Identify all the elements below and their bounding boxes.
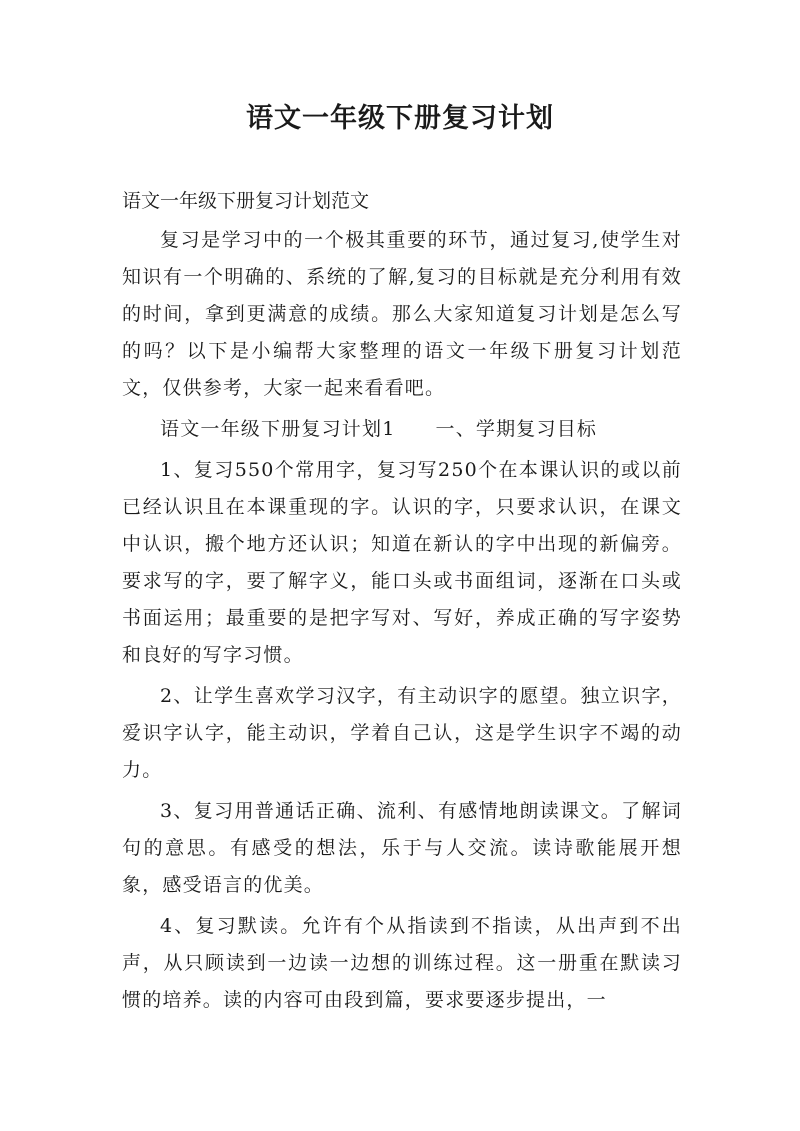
section-heading (122, 411, 682, 448)
intro-paragraph: 复习是学习中的一个极其重要的环节，通过复习,使学生对知识有一个明确的、系统的了解,复习的目标就是充分利用有效的时间，拿到更满意的成绩。那么大家知道复习计划是怎么写的吗？以下是小编帮大家整理的语文一年级下册复习计划范文，仅供参考，大家一起来看看吧。 (122, 229, 682, 399)
paragraph-2: 2、让学生喜欢学习汉字，有主动识字的愿望。独立识字，爱识字认字，能主动识，学着自己认，这是学生识字不竭的动力。 (122, 685, 682, 781)
paragraph-3: 3、复习用普通话正确、流利、有感情地朗读课文。了解词句的意思。有感受的想法，乐于与人交流。读诗歌能展开想象，感受语言的优美。 (122, 800, 682, 896)
paragraph-4: 4、复习默读。允许有个从指读到不指读，从出声到不出声，从只顾读到一边读一边想的训练过程。这一册重在默读习惯的培养。读的内容可由段到篇，要求要逐步提出，一 (122, 915, 682, 1011)
section-heading-goal: 一、学期复习目标 (435, 418, 598, 440)
document-title: 语文一年级下册复习计划 (246, 103, 554, 134)
document-body (122, 222, 682, 1019)
document-subtitle: 语文一年级下册复习计划范文 (122, 190, 370, 212)
paragraph-1: 1、复习550个常用字，复习写250个在本课认识的或以前已经认识且在本课重现的字。认识的字，只要求认识，在课文中认识，搬个地方还认识；知道在新认的字中出现的新偏旁。要求写的字，要了解字义，能口头或书面组词，逐渐在口头或书面运用；最重要的是把字写对、写好，养成正确的写字姿势和良好的写字习惯。 (122, 459, 682, 666)
section-heading-title: 语文一年级下册复习计划1 (160, 418, 396, 440)
